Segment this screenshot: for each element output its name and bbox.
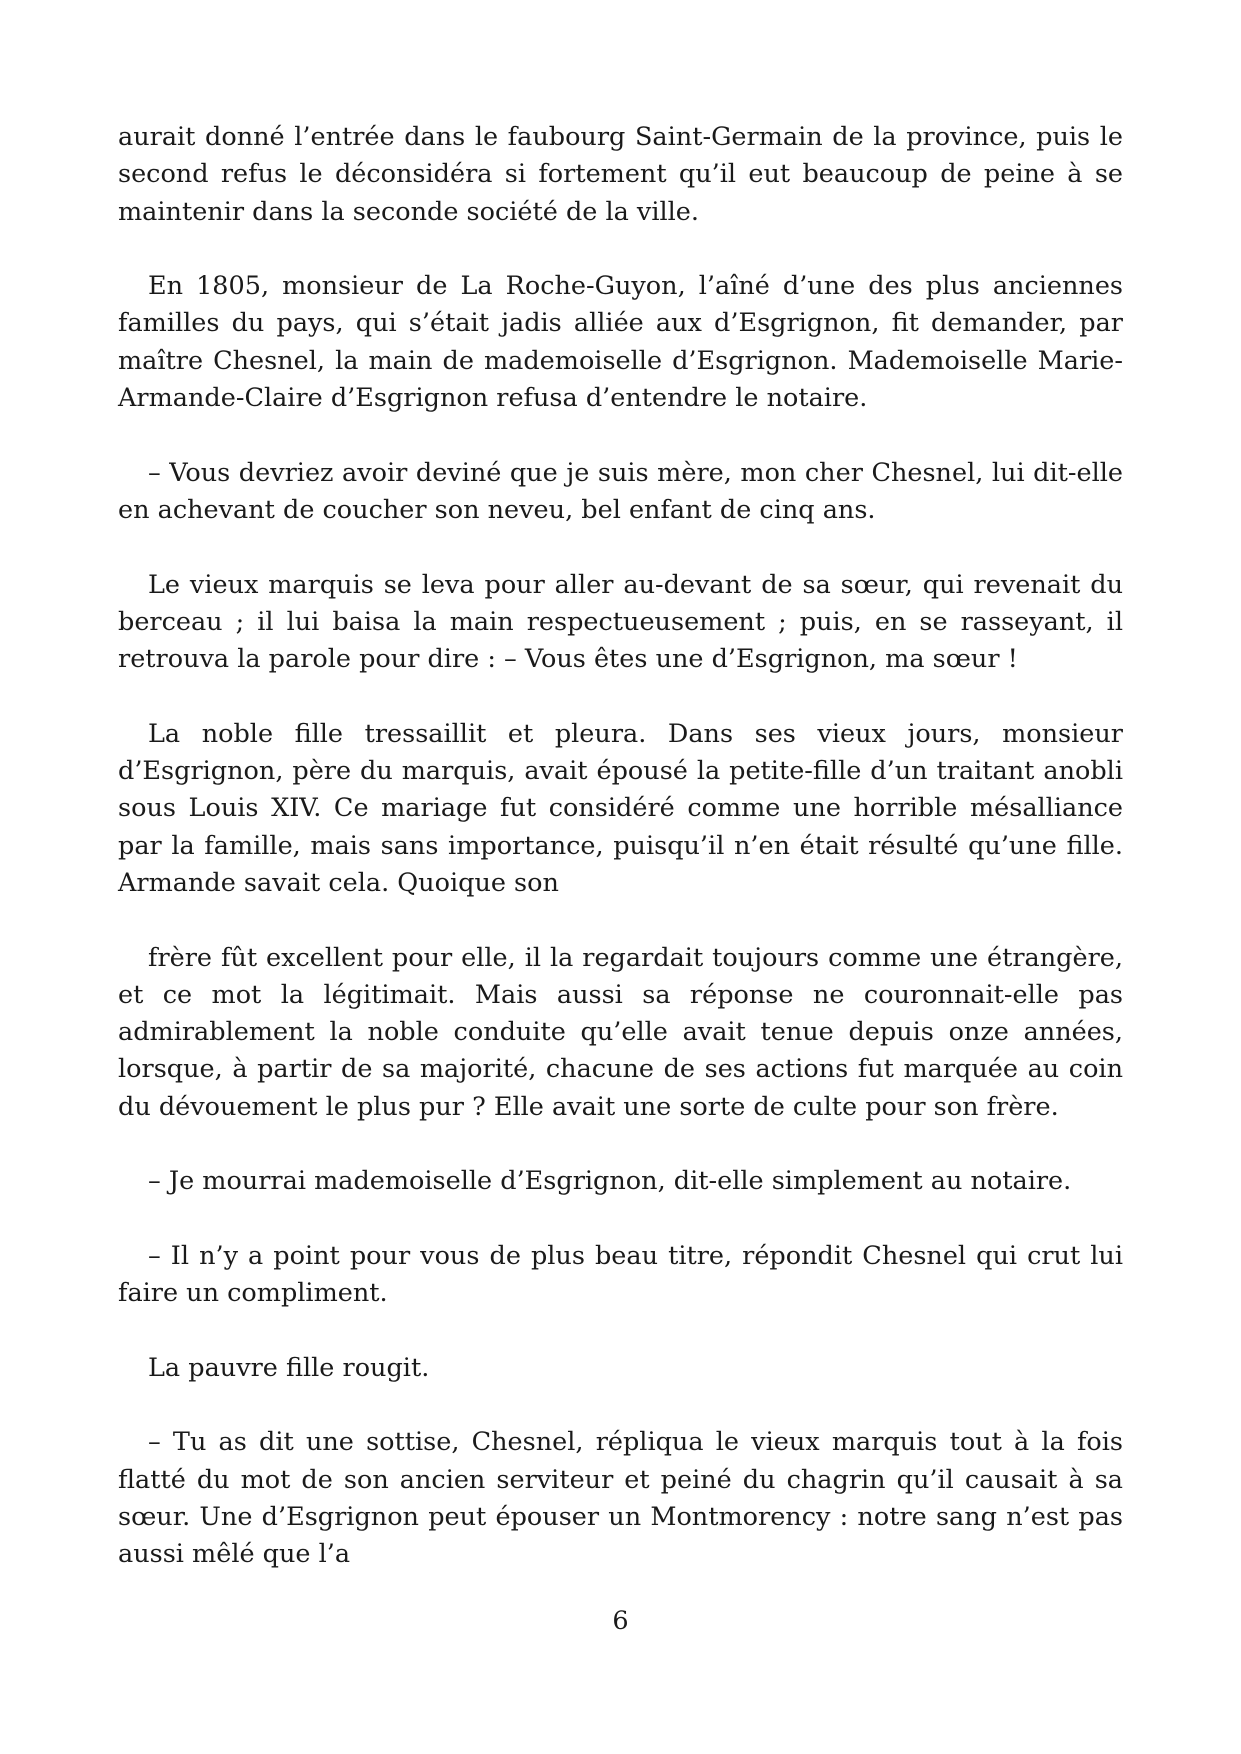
paragraph-4: Le vieux marquis se leva pour aller au-devant de sa sœur, qui revenait du berceau ; il lui baisa la main respectueusement ; puis, en se rasseyant, il retrouva la parole pour dire : – Vous êtes une d’Esgrignon, ma sœur ! (118, 569, 1123, 675)
paragraph-2: En 1805, monsieur de La Roche-Guyon, l’aîné d’une des plus anciennes familles du pays, qui s’était jadis alliée aux d’Esgrignon, fit demander, par maître Chesnel, la main de mademoiselle d’Esgrignon. Mademoiselle Marie-Armande-Claire d’Esgrignon refusa d’entendre le notaire. (118, 271, 1123, 414)
paragraph-6: frère fût excellent pour elle, il la regardait toujours comme une étrangère, et ce mot la légitimait. Mais aussi sa réponse ne couronnait-elle pas admirablement la noble conduite qu’elle avait tenue depuis onze années, lorsque, à partir de sa majorité, chacune de ses actions fut marquée au coin du dévouement le plus pur ? Elle avait une sorte de culte pour son frère. (118, 942, 1123, 1122)
paragraph-5: La noble fille tressaillit et pleura. Dans ses vieux jours, monsieur d’Esgrignon, père du marquis, avait épousé la petite-fille d’un traitant anobli sous Louis XIV. Ce mariage fut considéré comme une horrible mésalliance par la famille, mais sans importance, puisqu’il n’en était résulté qu’une fille. Armande savait cela. Quoique son (118, 718, 1123, 898)
body-text (118, 119, 1123, 1574)
paragraph-7: – Je mourrai mademoiselle d’Esgrignon, dit-elle simplement au notaire. (148, 1166, 1072, 1197)
paragraph-8: – Il n’y a point pour vous de plus beau titre, répondit Chesnel qui crut lui faire un compliment. (118, 1240, 1123, 1309)
paragraph-9: La pauvre fille rougit. (148, 1352, 430, 1383)
page-number: 6 (612, 1606, 629, 1636)
paragraph-3: – Vous devriez avoir deviné que je suis mère, mon cher Chesnel, lui dit-elle en achevant de coucher son neveu, bel enfant de cinq ans. (118, 457, 1123, 525)
paragraph-1: aurait donné l’entrée dans le faubourg Saint-Germain de la province, puis le second refus le déconsidéra si fortement qu’il eut beaucoup de peine à se maintenir dans la seconde société de la ville. (118, 122, 1123, 227)
paragraph-10: – Tu as dit une sottise, Chesnel, répliqua le vieux marquis tout à la fois flatté du mot de son ancien serviteur et peiné du chagrin qu’il causait à sa sœur. Une d’Esgrignon peut épouser un Montmorency : notre sang n’est pas aussi mêlé que l’a (118, 1427, 1123, 1570)
